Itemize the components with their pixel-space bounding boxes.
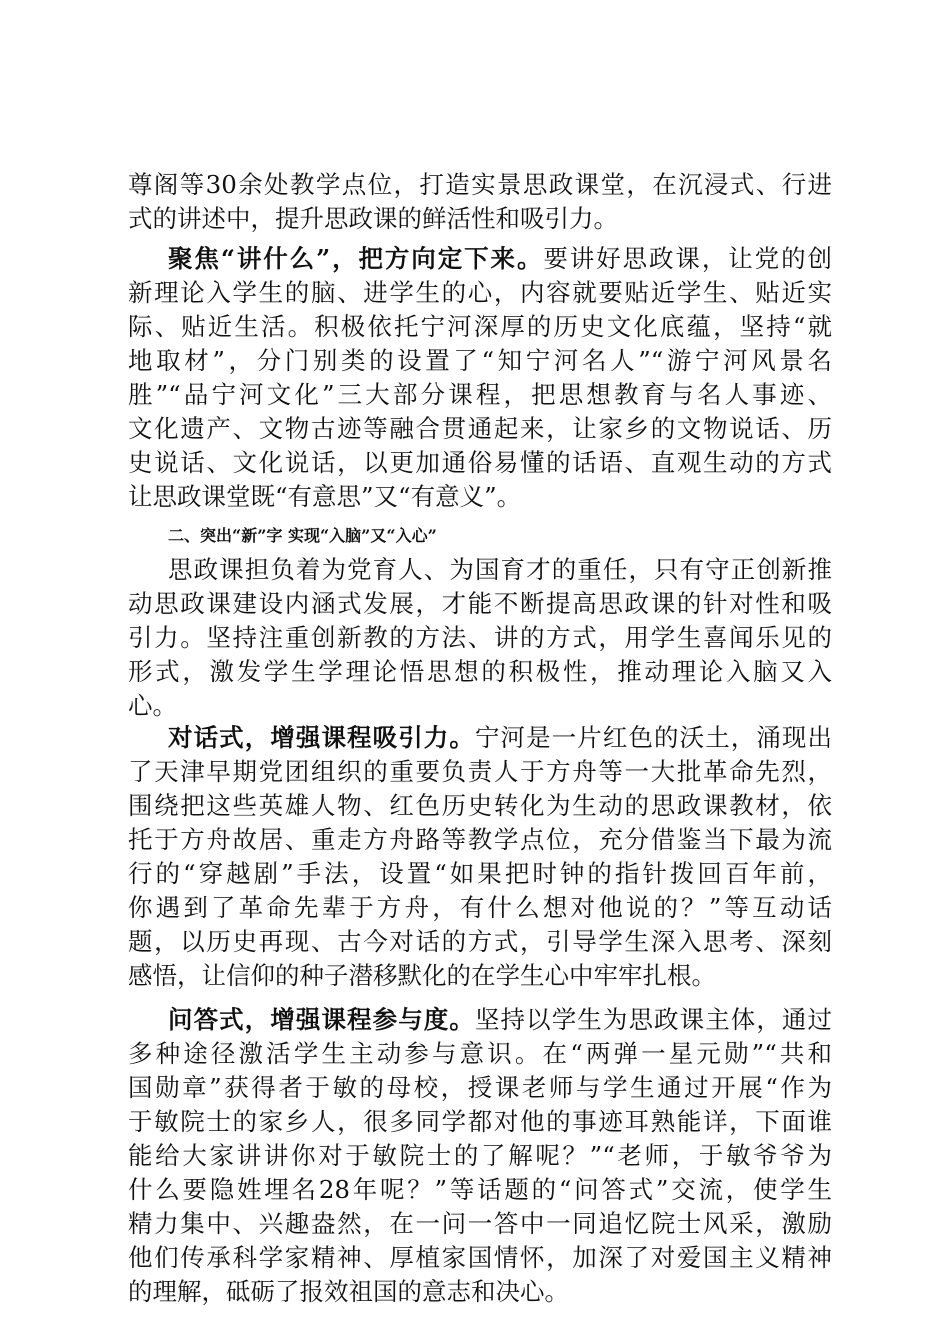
paragraph-line: 他们传承科学家精神、厚植家国情怀，加深了对爱国主义精神: [128, 1243, 832, 1272]
paragraph-line: 托于方舟故居、重走方舟路等教学点位，充分借鉴当下最为流: [128, 825, 832, 854]
paragraph-line: 式的讲述中，提升思政课的鲜活性和吸引力。: [128, 204, 618, 233]
paragraph-text: 坚持以学生为思政课主体，通过: [474, 1005, 833, 1034]
paragraph-line: 什么要隐姓埋名28年呢？”等话题的“问答式”交流，使学生: [128, 1175, 832, 1204]
paragraph-line: 尊阁等30余处教学点位，打造实景思政课堂，在沉浸式、行进: [128, 170, 832, 199]
paragraph-text: 宁河是一片红色的沃土，涌现出: [474, 723, 833, 752]
paragraph-line: 形式，激发学生学理论悟思想的积极性，推动理论入脑又入: [128, 657, 832, 686]
paragraph-line: 多种途径激活学生主动参与意识。在“两弹一星元勋”“共和: [128, 1039, 832, 1068]
paragraph-line: 动思政课建设内涵式发展，才能不断提高思政课的针对性和吸: [128, 589, 832, 618]
paragraph-line: 题，以历史再现、古今对话的方式，引导学生深入思考、深刻: [128, 927, 832, 956]
paragraph-first-line: [168, 1005, 832, 1035]
paragraph-text: 要讲好思政课，让党的创: [543, 244, 832, 273]
paragraph-first-line: 思政课担负着为党育人、为国育才的重任，只有守正创新推: [168, 555, 832, 584]
paragraph-line: 感悟，让信仰的种子潜移默化的在学生心中牢牢扎根。: [128, 961, 716, 990]
paragraph-line: 围绕把这些英雄人物、红色历史转化为生动的思政课教材，依: [128, 791, 832, 820]
paragraph-line: 引力。坚持注重创新教的方法、讲的方式，用学生喜闻乐见的: [128, 623, 832, 652]
paragraph-line: 了天津早期党团组织的重要负责人于方舟等一大批革命先烈，: [128, 757, 832, 786]
paragraph-line: 精力集中、兴趣盎然，在一问一答中一同追忆院士风采，激励: [128, 1209, 832, 1238]
paragraph-first-line: [168, 244, 832, 274]
paragraph-line: 史说话、文化说话，以更加通俗易懂的话语、直观生动的方式: [128, 448, 832, 477]
paragraph-line: 文化遗产、文物古迹等融合贯通起来，让家乡的文物说话、历: [128, 414, 832, 443]
paragraph-line: 地取材”，分门别类的设置了“知宁河名人”“游宁河风景名: [128, 346, 832, 375]
paragraph-lead-bold: 问答式，增强课程参与度。: [168, 1005, 475, 1034]
paragraph-lead-bold: 聚焦“讲什么”，把方向定下来。: [168, 244, 544, 273]
paragraph-line: 让思政课堂既“有意思”又“有意义”。: [128, 482, 522, 511]
paragraph-first-line: [168, 723, 832, 753]
paragraph-line: 新理论入学生的脑、进学生的心，内容就要贴近学生、贴近实: [128, 278, 832, 307]
paragraph-line: 于敏院士的家乡人，很多同学都对他的事迹耳熟能详，下面谁: [128, 1107, 832, 1136]
paragraph-lead-bold: 对话式，增强课程吸引力。: [168, 723, 475, 752]
paragraph-line: 能给大家讲讲你对于敏院士的了解呢？”“老师，于敏爷爷为: [128, 1141, 832, 1170]
paragraph-line: 国勋章”获得者于敏的母校，授课老师与学生通过开展“作为: [128, 1073, 832, 1102]
section-heading: 二、突出“新”字 实现“入脑”又“入心”: [168, 526, 437, 545]
paragraph-line: 际、贴近生活。积极依托宁河深厚的历史文化底蕴，坚持“就: [128, 312, 832, 341]
paragraph-line: 的理解，砥砺了报效祖国的意志和决心。: [128, 1277, 569, 1306]
paragraph-line: 行的“穿越剧”手法，设置“如果把时钟的指针拨回百年前，: [128, 859, 832, 888]
paragraph-line: 胜”“品宁河文化”三大部分课程，把思想教育与名人事迹、: [128, 380, 832, 409]
paragraph-line: 你遇到了革命先辈于方舟，有什么想对他说的？”等互动话: [128, 893, 832, 922]
paragraph-line: 心。: [128, 691, 177, 720]
